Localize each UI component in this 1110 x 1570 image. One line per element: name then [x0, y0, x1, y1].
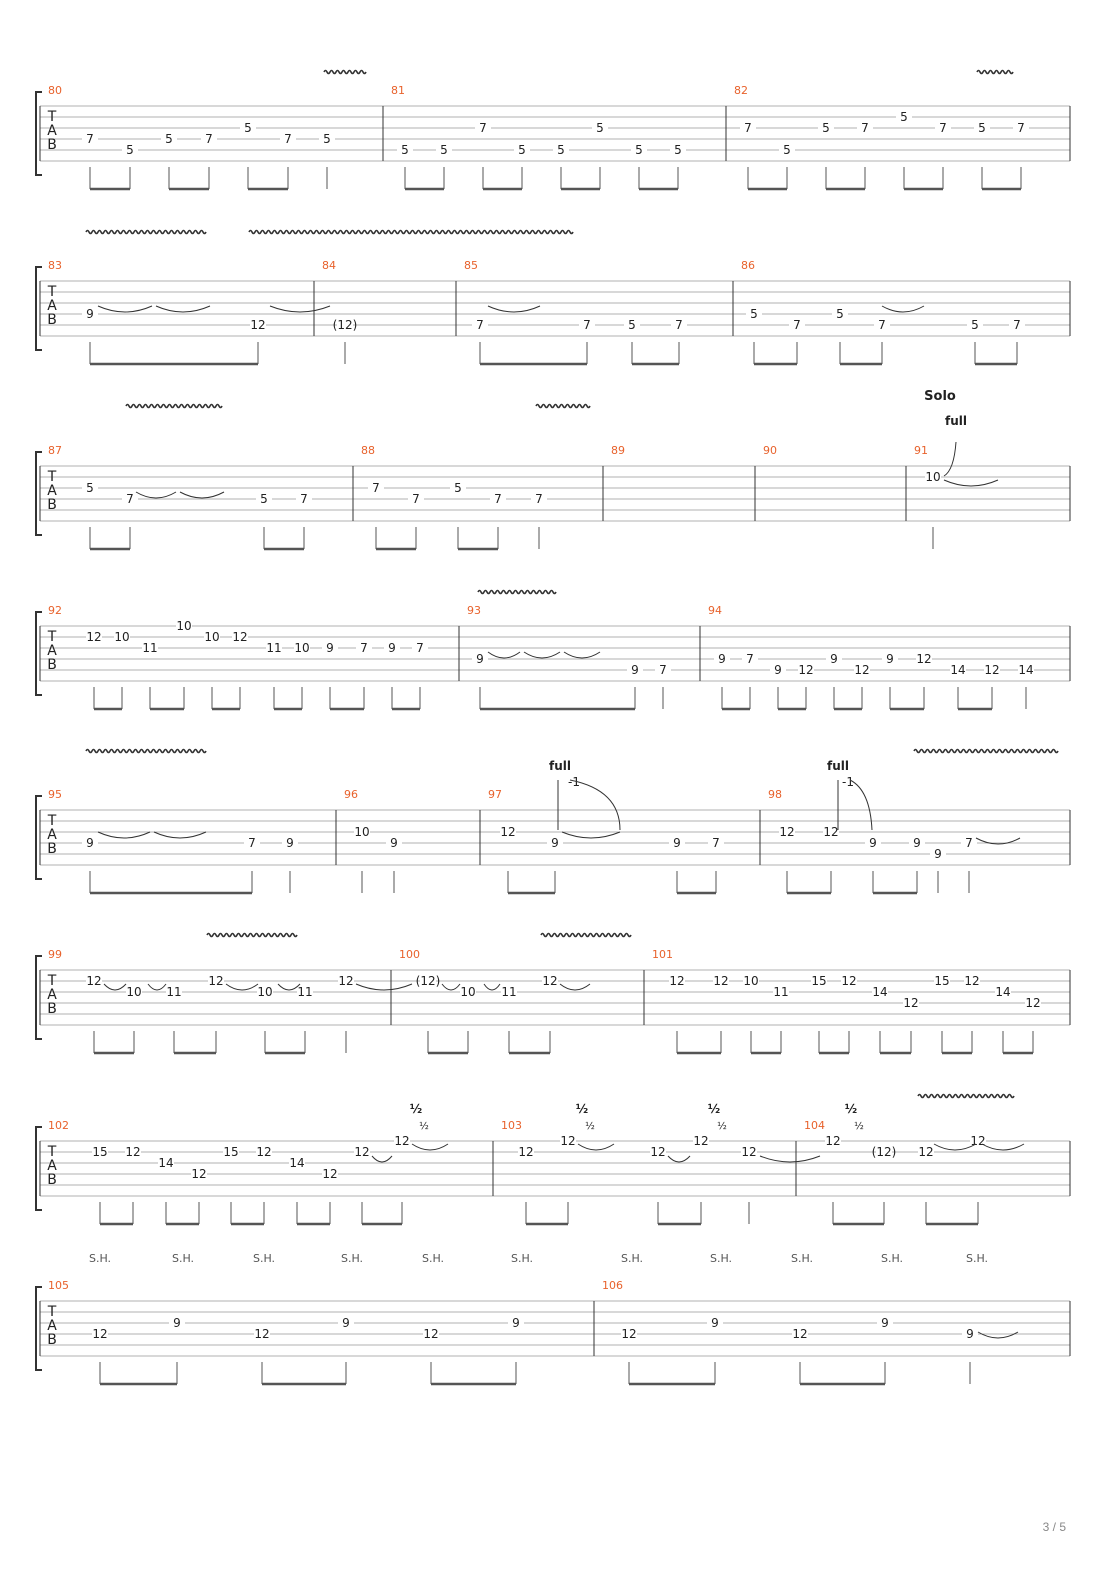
tab-clef-letter: B	[47, 137, 57, 153]
fret-number: 9	[390, 836, 398, 850]
page-number: 3 / 5	[1042, 1520, 1066, 1534]
tie	[882, 306, 924, 312]
tie	[524, 652, 560, 658]
fret-number: (12)	[332, 318, 358, 332]
measure-number: 92	[48, 604, 62, 617]
fret-number: 9	[476, 652, 484, 666]
bend-label-full: full	[945, 414, 967, 428]
fret-number: (12)	[871, 1145, 897, 1159]
tie	[98, 832, 150, 838]
fret-number: 12	[854, 663, 870, 677]
vibrato-mark	[324, 71, 366, 74]
fret-number: 7	[659, 663, 667, 677]
measure-number: 88	[361, 444, 375, 457]
measure-number: 80	[48, 84, 62, 97]
system-bracket	[36, 796, 42, 879]
tab-clef-letter: B	[47, 1001, 57, 1017]
tie	[488, 306, 540, 312]
fret-number: 15	[811, 974, 827, 988]
tab-clef-letter: B	[47, 1172, 57, 1188]
tie	[98, 306, 152, 312]
measure-number: 102	[48, 1119, 69, 1132]
tab-clef-letter: A	[47, 1318, 57, 1334]
fret-number: 15	[223, 1145, 239, 1159]
fret-number: 9	[173, 1316, 181, 1330]
system-bracket	[36, 92, 42, 175]
fret-number: 9	[388, 641, 396, 655]
bend-label-half: ½	[419, 1121, 429, 1132]
fret-number: 5	[978, 121, 986, 135]
bend-label-minus-one: -1	[568, 775, 580, 789]
fret-number: 12	[621, 1327, 637, 1341]
fret-number: 7	[476, 318, 484, 332]
fret-number: 5	[323, 132, 331, 146]
fret-number: 10	[294, 641, 310, 655]
fret-number: 14	[1018, 663, 1034, 677]
tie	[356, 984, 412, 990]
fret-number: 12	[918, 1145, 934, 1159]
fret-number: 7	[583, 318, 591, 332]
fret-number: 12	[916, 652, 932, 666]
tie	[562, 832, 620, 838]
tie	[148, 984, 166, 990]
fret-number: 9	[286, 836, 294, 850]
fret-number: 5	[557, 143, 565, 157]
tab-system	[36, 92, 1070, 189]
measure-number: 85	[464, 259, 478, 272]
fret-number: 5	[596, 121, 604, 135]
fret-number: 12	[693, 1134, 709, 1148]
measure-number: 93	[467, 604, 481, 617]
slap-harmonic-label: S.H.	[340, 1252, 364, 1265]
fret-number: 7	[965, 836, 973, 850]
bend-label-minus-one: -1	[842, 775, 854, 789]
system-bracket	[36, 267, 42, 350]
slap-harmonic-label: S.H.	[965, 1252, 989, 1265]
fret-number: 9	[830, 652, 838, 666]
fret-number: 12	[86, 974, 102, 988]
fret-number: 7	[126, 492, 134, 506]
vibrato-mark	[478, 591, 556, 594]
measure-number: 82	[734, 84, 748, 97]
tab-clef-letter: A	[47, 827, 57, 843]
fret-number: 5	[518, 143, 526, 157]
measure-number: 89	[611, 444, 625, 457]
fret-number: 7	[494, 492, 502, 506]
measure-number: 90	[763, 444, 777, 457]
bend-arrow	[944, 442, 956, 476]
fret-number: 15	[934, 974, 950, 988]
bend-label-half: ½	[409, 1102, 423, 1116]
slap-harmonic-label: S.H.	[790, 1252, 814, 1265]
fret-number: 14	[289, 1156, 305, 1170]
fret-number: 9	[631, 663, 639, 677]
fret-number: 9	[718, 652, 726, 666]
slap-harmonic-label: S.H.	[88, 1252, 112, 1265]
measure-number: 101	[652, 948, 673, 961]
slap-harmonic-label: S.H.	[171, 1252, 195, 1265]
fret-number: 5	[836, 307, 844, 321]
fret-number: 5	[244, 121, 252, 135]
fret-number: 12	[518, 1145, 534, 1159]
tie	[484, 984, 500, 990]
fret-number: 12	[970, 1134, 986, 1148]
fret-number: 7	[360, 641, 368, 655]
system-bracket	[36, 956, 42, 1039]
fret-number: 12	[841, 974, 857, 988]
fret-number: 7	[372, 481, 380, 495]
fret-number: 7	[675, 318, 683, 332]
fret-number: 12	[256, 1145, 272, 1159]
tab-clef-letter: T	[47, 1304, 57, 1320]
tab-clef-letter: T	[47, 109, 57, 125]
fret-number: 12	[250, 318, 266, 332]
fret-number: 12	[394, 1134, 410, 1148]
fret-number: 12	[92, 1327, 108, 1341]
fret-number: 10	[354, 825, 370, 839]
fret-number: 7	[746, 652, 754, 666]
measure-number: 98	[768, 788, 782, 801]
tie	[270, 306, 330, 312]
fret-number: 11	[166, 985, 182, 999]
fret-number: 10	[176, 619, 192, 633]
fret-number: 9	[711, 1316, 719, 1330]
slap-harmonic-label: S.H.	[709, 1252, 733, 1265]
fret-number: 15	[92, 1145, 108, 1159]
tab-clef-letter: A	[47, 483, 57, 499]
vibrato-mark	[541, 934, 631, 937]
fret-number: 7	[878, 318, 886, 332]
vibrato-mark	[126, 405, 222, 408]
measure-number: 105	[48, 1279, 69, 1292]
fret-number: 12	[354, 1145, 370, 1159]
fret-number: 12	[741, 1145, 757, 1159]
fret-number: 7	[744, 121, 752, 135]
fret-number: 12	[125, 1145, 141, 1159]
fret-number: 5	[971, 318, 979, 332]
vibrato-mark	[207, 934, 297, 937]
fret-number: 7	[1017, 121, 1025, 135]
bend-label-full: full	[827, 759, 849, 773]
measure-number: 94	[708, 604, 722, 617]
fret-number: 7	[712, 836, 720, 850]
tie	[226, 984, 258, 990]
bend-label-full: full	[549, 759, 571, 773]
tab-clef-letter: B	[47, 1332, 57, 1348]
fret-number: 9	[913, 836, 921, 850]
tie	[372, 1156, 392, 1162]
fret-number: 5	[635, 143, 643, 157]
tab-clef-letter: T	[47, 629, 57, 645]
bend-label-half: ½	[717, 1121, 727, 1132]
measure-number: 103	[501, 1119, 522, 1132]
fret-number: 7	[793, 318, 801, 332]
tab-clef-letter: T	[47, 813, 57, 829]
tie	[560, 984, 590, 990]
tab-clef-letter: T	[47, 973, 57, 989]
fret-number: 9	[512, 1316, 520, 1330]
tab-clef-letter: B	[47, 312, 57, 328]
tab-system	[36, 452, 1070, 549]
fret-number: 9	[934, 847, 942, 861]
measure-number: 99	[48, 948, 62, 961]
fret-number: 11	[501, 985, 517, 999]
measure-number: 104	[804, 1119, 825, 1132]
tab-clef-letter: B	[47, 497, 57, 513]
tab-clef-letter: A	[47, 298, 57, 314]
fret-number: 10	[204, 630, 220, 644]
fret-number: 14	[158, 1156, 174, 1170]
fret-number: 12	[500, 825, 516, 839]
fret-number: 10	[114, 630, 130, 644]
fret-number: 12	[423, 1327, 439, 1341]
tab-clef-letter: A	[47, 987, 57, 1003]
fret-number: 9	[774, 663, 782, 677]
fret-number: 7	[86, 132, 94, 146]
fret-number: 5	[628, 318, 636, 332]
tie	[564, 652, 600, 658]
bend-label-half: ½	[575, 1102, 589, 1116]
fret-number: 10	[460, 985, 476, 999]
slap-harmonic-label: S.H.	[880, 1252, 904, 1265]
tie	[668, 1156, 690, 1162]
fret-number: 7	[205, 132, 213, 146]
fret-number: 5	[260, 492, 268, 506]
fret-number: 5	[783, 143, 791, 157]
tie	[180, 492, 224, 498]
measure-number: 87	[48, 444, 62, 457]
fret-number: 9	[673, 836, 681, 850]
fret-number: 12	[560, 1134, 576, 1148]
fret-number: 9	[86, 836, 94, 850]
fret-number: 10	[925, 470, 941, 484]
tab-clef-letter: B	[47, 657, 57, 673]
tie	[578, 1144, 614, 1150]
tie	[944, 480, 998, 486]
measure-number: 91	[914, 444, 928, 457]
fret-number: 9	[881, 1316, 889, 1330]
fret-number: 9	[86, 307, 94, 321]
tab-clef-letter: B	[47, 841, 57, 857]
fret-number: 14	[872, 985, 888, 999]
fret-number: 12	[208, 974, 224, 988]
fret-number: 9	[326, 641, 334, 655]
fret-number: 5	[674, 143, 682, 157]
bend-label-half: ½	[585, 1121, 595, 1132]
tie	[154, 832, 206, 838]
measure-number: 86	[741, 259, 755, 272]
fret-number: 5	[900, 110, 908, 124]
fret-number: 12	[713, 974, 729, 988]
fret-number: 12	[86, 630, 102, 644]
vibrato-mark	[977, 71, 1013, 74]
fret-number: 12	[825, 1134, 841, 1148]
fret-number: 12	[650, 1145, 666, 1159]
fret-number: 14	[995, 985, 1011, 999]
tie	[982, 1144, 1024, 1150]
vibrato-mark	[86, 231, 206, 234]
fret-number: 5	[750, 307, 758, 321]
fret-number: 7	[939, 121, 947, 135]
fret-number: 12	[669, 974, 685, 988]
fret-number: 11	[266, 641, 282, 655]
fret-number: 10	[743, 974, 759, 988]
fret-number: 5	[440, 143, 448, 157]
fret-number: 7	[412, 492, 420, 506]
fret-number: 11	[297, 985, 313, 999]
fret-number: 5	[822, 121, 830, 135]
vibrato-mark	[86, 750, 206, 753]
measure-number: 100	[399, 948, 420, 961]
section-label-solo: Solo	[924, 389, 956, 404]
fret-number: 12	[232, 630, 248, 644]
fret-number: 7	[300, 492, 308, 506]
tab-clef-letter: T	[47, 469, 57, 485]
system-bracket	[36, 1127, 42, 1210]
tab-clef-letter: T	[47, 284, 57, 300]
fret-number: 5	[401, 143, 409, 157]
fret-number: 12	[1025, 996, 1041, 1010]
slap-harmonic-label: S.H.	[620, 1252, 644, 1265]
fret-number: 12	[798, 663, 814, 677]
tie	[760, 1156, 820, 1162]
tab-clef-letter: T	[47, 1144, 57, 1160]
slap-harmonic-label: S.H.	[421, 1252, 445, 1265]
fret-number: 10	[126, 985, 142, 999]
fret-number: 7	[535, 492, 543, 506]
measure-number: 97	[488, 788, 502, 801]
tab-system	[36, 267, 1070, 364]
vibrato-mark	[536, 405, 590, 408]
fret-number: 12	[779, 825, 795, 839]
fret-number: 12	[964, 974, 980, 988]
fret-number: 12	[191, 1167, 207, 1181]
fret-number: 12	[542, 974, 558, 988]
slap-harmonic-label: S.H.	[252, 1252, 276, 1265]
tab-system	[36, 1287, 1070, 1384]
tie	[156, 306, 210, 312]
fret-number: 7	[479, 121, 487, 135]
fret-number: 12	[254, 1327, 270, 1341]
fret-number: 5	[454, 481, 462, 495]
fret-number: 7	[416, 641, 424, 655]
tab-clef-letter: A	[47, 643, 57, 659]
tab-clef-letter: A	[47, 123, 57, 139]
fret-number: 9	[966, 1327, 974, 1341]
tie	[488, 652, 520, 658]
fret-number: 12	[792, 1327, 808, 1341]
tab-clef-letter: A	[47, 1158, 57, 1174]
fret-number: 14	[950, 663, 966, 677]
fret-number: 9	[551, 836, 559, 850]
fret-number: 5	[126, 143, 134, 157]
measure-number: 96	[344, 788, 358, 801]
system-bracket	[36, 612, 42, 695]
measure-number: 106	[602, 1279, 623, 1292]
fret-number: 11	[142, 641, 158, 655]
fret-number: 11	[773, 985, 789, 999]
fret-number: 12	[903, 996, 919, 1010]
fret-number: 7	[861, 121, 869, 135]
fret-number: 9	[886, 652, 894, 666]
vibrato-mark	[249, 231, 573, 234]
fret-number: (12)	[415, 974, 441, 988]
measure-number: 84	[322, 259, 336, 272]
fret-number: 12	[984, 663, 1000, 677]
fret-number: 9	[869, 836, 877, 850]
fret-number: 12	[823, 825, 839, 839]
vibrato-mark	[914, 750, 1058, 753]
slap-harmonic-label: S.H.	[510, 1252, 534, 1265]
fret-number: 7	[1013, 318, 1021, 332]
measure-number: 83	[48, 259, 62, 272]
tie	[978, 1332, 1018, 1338]
system-bracket	[36, 452, 42, 535]
fret-number: 5	[165, 132, 173, 146]
bend-label-half: ½	[844, 1102, 858, 1116]
fret-number: 12	[338, 974, 354, 988]
bend-label-half: ½	[854, 1121, 864, 1132]
fret-number: 7	[248, 836, 256, 850]
tie	[442, 984, 460, 990]
fret-number: 12	[322, 1167, 338, 1181]
tie	[412, 1144, 448, 1150]
tie	[136, 492, 176, 498]
fret-number: 7	[284, 132, 292, 146]
measure-number: 95	[48, 788, 62, 801]
measure-number: 81	[391, 84, 405, 97]
fret-number: 5	[86, 481, 94, 495]
fret-number: 10	[257, 985, 273, 999]
tie	[104, 984, 126, 990]
vibrato-mark	[918, 1095, 1014, 1098]
system-bracket	[36, 1287, 42, 1370]
fret-number: 9	[342, 1316, 350, 1330]
bend-label-half: ½	[707, 1102, 721, 1116]
